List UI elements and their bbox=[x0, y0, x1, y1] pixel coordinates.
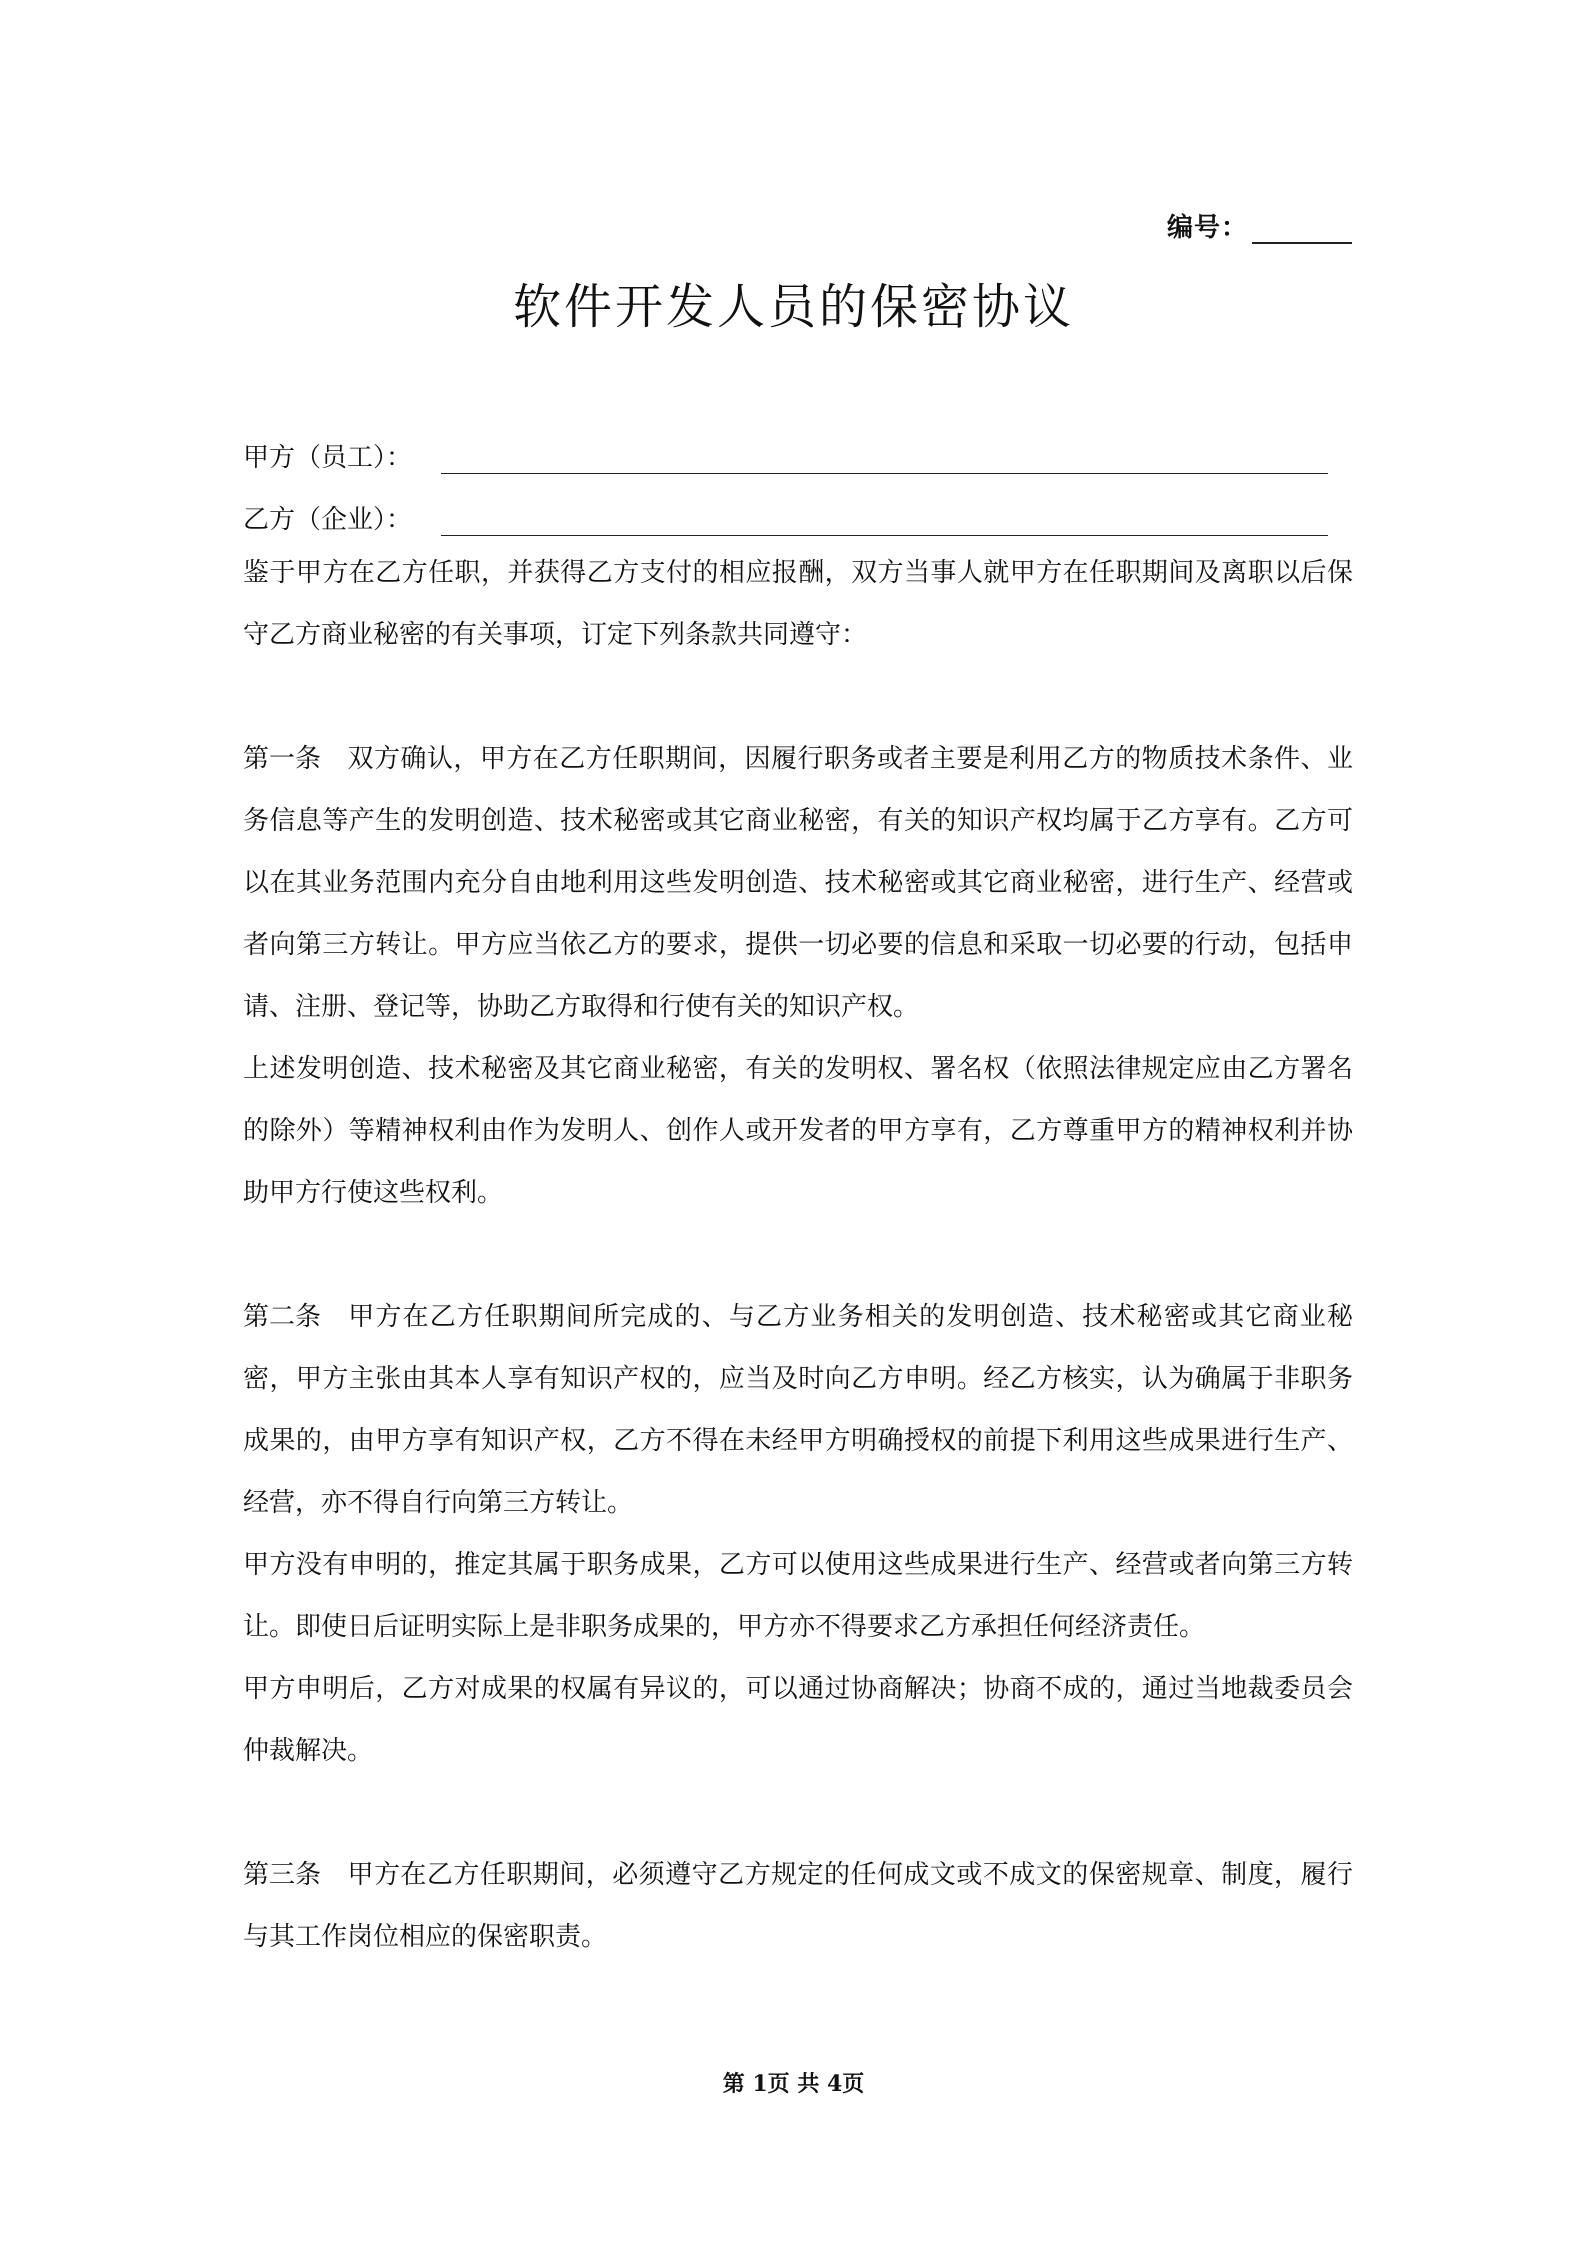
document-body bbox=[243, 412, 1353, 1968]
party-a-blank-line bbox=[441, 443, 1328, 474]
article-2-paragraph-2: 甲方没有申明的，推定其属于职务成果，乙方可以使用这些成果进行生产、经营或者向第三方转让。即使日后证明实际上是非职务成果的，甲方亦不得要求乙方承担任何经济责任。 bbox=[243, 1550, 1353, 1642]
article-3-text-1: 甲方在乙方任职期间，必须遵守乙方规定的任何成文或不成文的保密规章、制度，履行与其工作岗位相应的保密职责。 bbox=[243, 1860, 1353, 1952]
article-2-paragraph-1 bbox=[243, 1286, 1353, 1534]
page-footer: 第 1页 共 4页 bbox=[722, 2071, 865, 2097]
article-2-text-1: 甲方在乙方任职期间所完成的、与乙方业务相关的发明创造、技术秘密或其它商业秘密，甲方主张由其本人享有知识产权的，应当及时向乙方申明。经乙方核实，认为确属于非职务成果的，由甲方享有知识产权，乙方不得在未经甲方明确授权的前提下利用这些成果进行生产、经营，亦不得自行向第三方转让。 bbox=[243, 1302, 1353, 1518]
article-1-paragraph-1 bbox=[243, 728, 1353, 1038]
article-3-paragraph-1 bbox=[243, 1844, 1353, 1968]
spacer bbox=[243, 1782, 1353, 1844]
document-number-blank bbox=[1252, 216, 1352, 244]
document-number bbox=[1167, 207, 1352, 244]
article-3-heading: 第三条 bbox=[243, 1860, 322, 1890]
article-1-paragraph-2: 上述发明创造、技术秘密及其它商业秘密，有关的发明权、署名权（依照法律规定应由乙方署名的除外）等精神权利由作为发明人、创作人或开发者的甲方享有，乙方尊重甲方的精神权利并协助甲方行使这些权利。 bbox=[243, 1054, 1353, 1208]
party-a-label: 甲方（员工）： bbox=[243, 443, 413, 473]
party-b-label: 乙方（企业）： bbox=[243, 505, 413, 535]
article-1-heading: 第一条 bbox=[243, 744, 322, 774]
article-2-heading: 第二条 bbox=[243, 1302, 322, 1332]
spacer bbox=[243, 666, 1353, 728]
party-a-row bbox=[243, 412, 1353, 474]
document-number-label: 编号： bbox=[1166, 213, 1248, 243]
party-b-row bbox=[243, 474, 1353, 536]
article-2-paragraph-3: 甲方申明后，乙方对成果的权属有异议的，可以通过协商解决；协商不成的，通过当地裁委员会仲裁解决。 bbox=[243, 1674, 1353, 1766]
article-1-text-1: 双方确认，甲方在乙方任职期间，因履行职务或者主要是利用乙方的物质技术条件、业务信息等产生的发明创造、技术秘密或其它商业秘密，有关的知识产权均属于乙方享有。乙方可以在其业务范围内充分自由地利用这些发明创造、技术秘密或其它商业秘密，进行生产、经营或者向第三方转让。甲方应当依乙方的要求，提供一切必要的信息和采取一切必要的行动，包括申请、注册、登记等，协助乙方取得和行使有关的知识产权。 bbox=[243, 744, 1353, 1022]
party-b-blank-line bbox=[441, 505, 1328, 536]
spacer bbox=[243, 1224, 1353, 1286]
preamble: 鉴于甲方在乙方任职，并获得乙方支付的相应报酬，双方当事人就甲方在任职期间及离职以后保守乙方商业秘密的有关事项，订定下列条款共同遵守： bbox=[243, 558, 1353, 650]
document-title: 软件开发人员的保密协议 bbox=[512, 279, 1074, 335]
